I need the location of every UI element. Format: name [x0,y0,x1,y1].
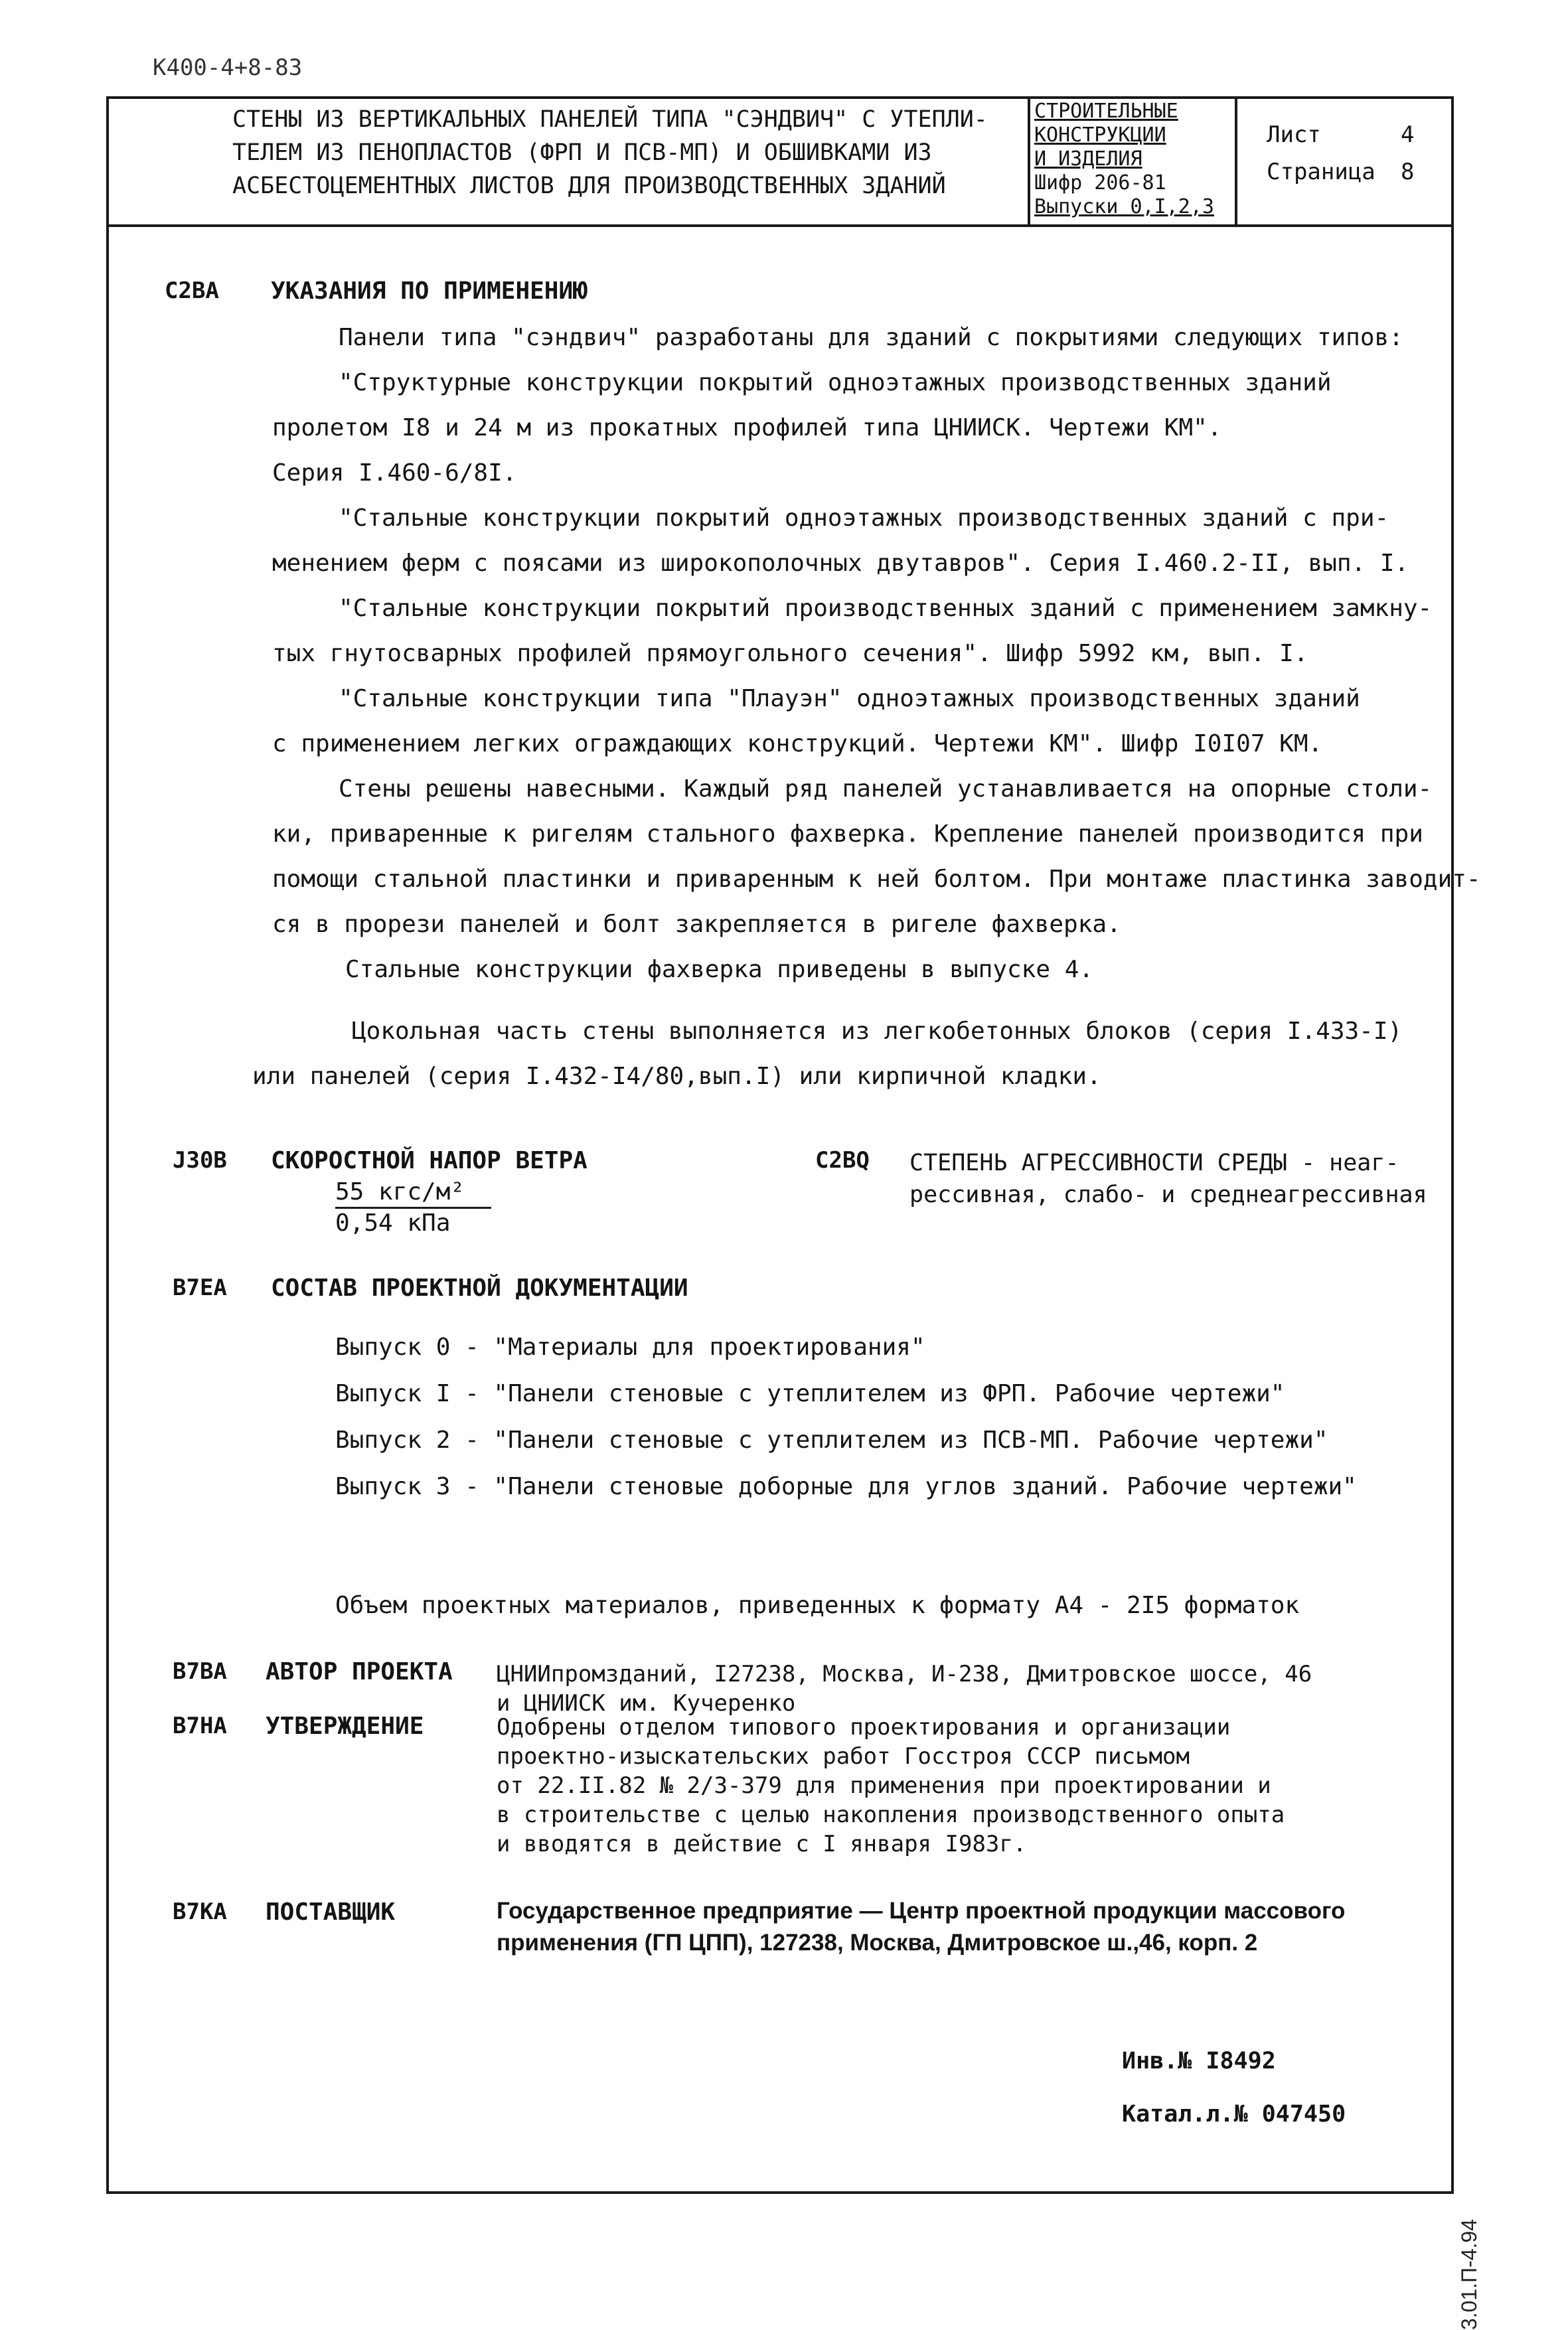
composition-item: Выпуск I - "Панели стеновые с утеплителем из ФРП. Рабочие чертежи" [335,1380,1285,1407]
header-divider [106,224,1454,227]
header-category [1034,100,1214,219]
usage-line: "Стальные конструкции типа "Плауэн" одноэтажных производственных зданий [339,685,1360,712]
approval-line: в строительстве с целью накопления производственного опыта [497,1802,1285,1828]
section-code: J30B [173,1147,227,1174]
plinth-text [252,1009,1402,1099]
aggressiveness-line: СТЕПЕНЬ АГРЕССИВНОСТИ СРЕДЫ - неаг- [909,1150,1399,1176]
usage-line: ки, приваренные к ригелям стального фахверка. Крепление панелей производится при [272,820,1423,848]
wind-heading: СКОРОСТНОЙ НАПОР ВЕТРА [271,1147,588,1174]
usage-line: "Структурные конструкции покрытий одноэтажных производственных зданий [339,369,1332,396]
supplier-line: применения (ГП ЦПП), 127238, Москва, Дмитровское ш.,46, корп. 2 [497,1930,1258,1956]
supplier-label: ПОСТАВЩИК [266,1899,396,1926]
aggressiveness-text [909,1147,1427,1211]
category-line: КОНСТРУКЦИИ [1034,123,1166,147]
category-line: Выпуски 0,I,2,3 [1034,195,1214,218]
sheet-label: Лист [1267,121,1321,148]
author-label: АВТОР ПРОЕКТА [266,1658,453,1685]
document-code: К400-4+8-83 [153,54,303,81]
side-code: 3.01.П-4.94 [1457,2218,1481,2330]
wind-values [335,1178,491,1238]
supplier-text [497,1895,1345,1959]
supplier-line: Государственное предприятие — Центр проектной продукции массового [497,1898,1346,1924]
composition-item: Выпуск 0 - "Материалы для проектирования" [335,1334,925,1361]
usage-line: Серия I.460-6/8I. [272,459,517,487]
wind-value-kgs: 55 кгс/м² [335,1178,491,1209]
section-code: C2BQ [815,1147,870,1174]
approval-text [497,1713,1285,1859]
approval-line: и вводятся в действие с I января I983г. [497,1831,1027,1857]
wind-value-kpa: 0,54 кПа [335,1209,451,1237]
inventory-number: Инв.№ I8492 [1122,2048,1276,2074]
page-value: 8 [1401,159,1415,185]
usage-line: "Стальные конструкции покрытий производственных зданий с применением замкну- [339,595,1433,622]
usage-line: ся в прорези панелей и болт закрепляется в ригеле фахверка. [272,911,1121,938]
author-line: и ЦНИИСК им. Кучеренко [497,1690,796,1717]
inventory-block [1122,2035,1346,2141]
category-line: Шифр 206-81 [1034,171,1166,194]
category-line: И ИЗДЕЛИЯ [1034,147,1142,171]
approval-line: проектно-изыскательских работ Госстроя СССР письмом [497,1743,1190,1770]
usage-line: Стальные конструкции фахверка приведены в выпуске 4. [345,956,1094,983]
header-column-divider [1235,96,1237,226]
composition-item: Выпуск 3 - "Панели стеновые доборные для углов зданий. Рабочие чертежи" [335,1473,1357,1500]
composition-item: Выпуск 2 - "Панели стеновые с утеплителем из ПСВ-МП. Рабочие чертежи" [335,1427,1328,1454]
usage-line: помощи стальной пластинки и приваренным к ней болтом. При монтаже пластинка заводит- [272,866,1481,893]
usage-line: "Стальные конструкции покрытий одноэтажных производственных зданий с при- [339,505,1389,532]
usage-text [272,315,1481,992]
approval-line: Одобрены отделом типового проектирования и организации [497,1714,1231,1741]
composition-heading: СОСТАВ ПРОЕКТНОЙ ДОКУМЕНТАЦИИ [271,1275,688,1302]
usage-line: Панели типа "сэндвич" разработаны для зданий с покрытиями следующих типов: [339,324,1403,351]
header-title-line: АСБЕСТОЦЕМЕНТНЫХ ЛИСТОВ ДЛЯ ПРОИЗВОДСТВЕННЫХ ЗДАНИЙ [232,173,946,199]
header-column-divider [1028,96,1030,226]
author-line: ЦНИИпромзданий, I27238, Москва, И-238, Дмитровское шоссе, 46 [497,1661,1312,1687]
header-title-line: СТЕНЫ ИЗ ВЕРТИКАЛЬНЫХ ПАНЕЛЕЙ ТИПА "СЭНДВИЧ" С УТЕПЛИ- [232,106,988,133]
sheet-info [1267,116,1375,191]
section-code: B7KA [173,1899,227,1925]
sheet-value: 4 [1401,121,1415,148]
section-code: C2BA [165,277,219,304]
usage-line: тых гнутосварных профилей прямоугольного сечения". Шифр 5992 км, вып. I. [272,640,1308,667]
author-text [497,1660,1312,1718]
section-code: B7EA [173,1275,227,1301]
sheet-values [1401,116,1414,191]
approval-label: УТВЕРЖДЕНИЕ [266,1713,424,1740]
usage-line: пролетом I8 и 24 м из прокатных профилей типа ЦНИИСК. Чертежи КМ". [272,414,1222,441]
usage-line: Цокольная часть стены выполняется из легкобетонных блоков (серия I.433-I) [352,1018,1403,1045]
category-line: СТРОИТЕЛЬНЫЕ [1034,100,1178,123]
composition-list [335,1324,1357,1510]
header-title-line: ТЕЛЕМ ИЗ ПЕНОПЛАСТОВ (ФРП И ПСВ-МП) И ОБШИВКАМИ ИЗ [232,139,932,166]
header-title [232,103,988,202]
usage-line: менением ферм с поясами из широкополочных двутавров". Серия I.460.2-II, вып. I. [272,550,1409,577]
aggressiveness-line: рессивная, слабо- и среднеагрессивная [909,1182,1427,1208]
usage-line: с применением легких ограждающих конструкций. Чертежи КМ". Шифр I0I07 КМ. [272,730,1323,757]
approval-line: от 22.II.82 № 2/3-379 для применения при проектировании и [497,1772,1271,1799]
section-heading: УКАЗАНИЯ ПО ПРИМЕНЕНИЮ [271,277,588,305]
catalog-number: Катал.л.№ 047450 [1122,2101,1346,2128]
section-code: B7BA [173,1658,227,1685]
usage-line: или панелей (серия I.432-I4/80,вып.I) или кирпичной кладки. [252,1063,1101,1090]
page-label: Страница [1267,159,1375,185]
section-code: B7HA [173,1713,227,1739]
usage-line: Стены решены навесными. Каждый ряд панелей устанавливается на опорные столи- [339,775,1433,803]
volume-text: Объем проектных материалов, приведенных к формату А4 - 2I5 форматок [335,1592,1300,1619]
